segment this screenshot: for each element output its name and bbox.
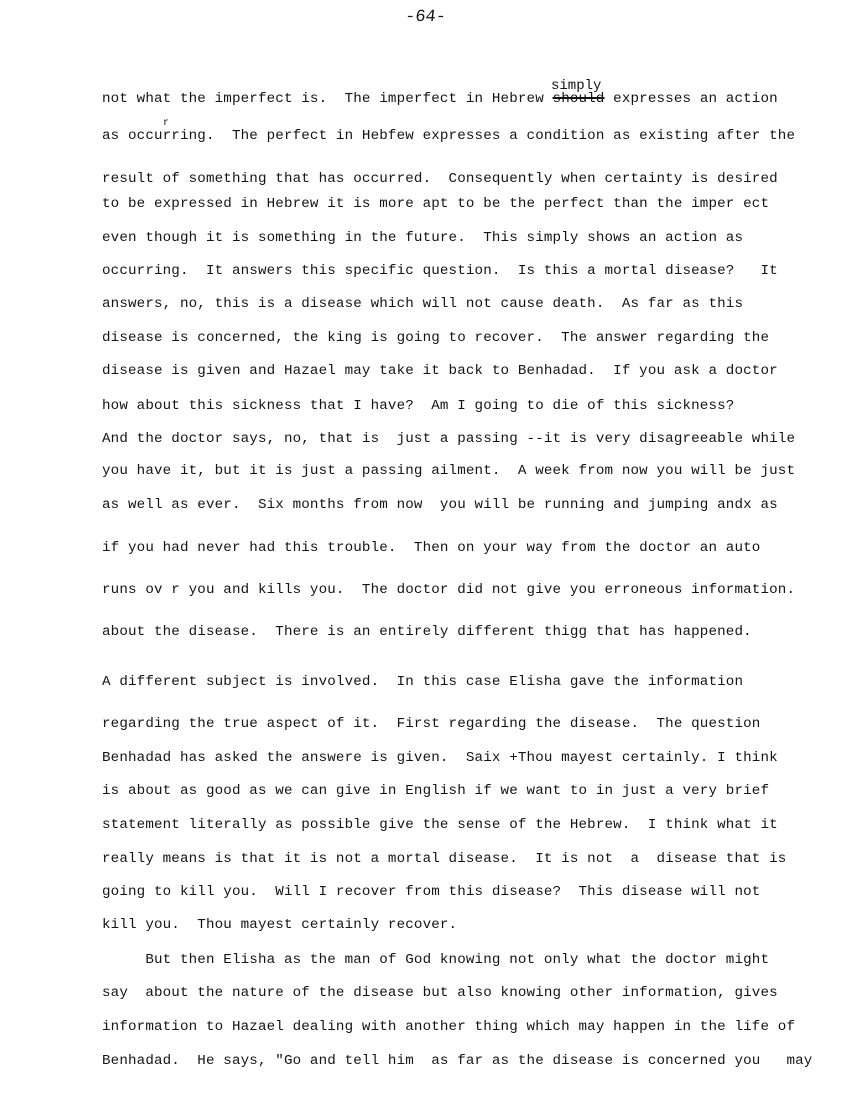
insertion-caret-mark: r: [163, 118, 170, 129]
text-line: Benhadad. He says, "Go and tell him as far as the disease is concerned you may: [102, 1053, 813, 1069]
text-line: to be expressed in Hebrew it is more apt to be the perfect than the imper ect: [102, 196, 770, 212]
text-line: result of something that has occurred. Consequently when certainty is desired: [102, 171, 778, 187]
text-line: regarding the true aspect of it. First regarding the disease. The question: [102, 716, 761, 732]
text-line: even though it is something in the future. This simply shows an action as: [102, 230, 744, 246]
text-line: statement literally as possible give the sense of the Hebrew. I think what it: [102, 817, 778, 833]
text-line: information to Hazael dealing with another thing which may happen in the life of: [102, 1019, 796, 1035]
text-line: really means is that it is not a mortal disease. It is not a disease that is: [102, 851, 787, 867]
text-line: you have it, but it is just a passing ailment. A week from now you will be just: [102, 463, 796, 479]
text-line: occurring. It answers this specific question. Is this a mortal disease? It: [102, 263, 778, 279]
text-line: runs ov r you and kills you. The doctor did not give you erroneous information.: [102, 582, 796, 598]
text-line: if you had never had this trouble. Then on your way from the doctor an auto: [102, 540, 761, 556]
text-line: kill you. Thou mayest certainly recover.: [102, 917, 458, 933]
text-line: But then Elisha as the man of God knowing not only what the doctor might: [102, 952, 770, 968]
text-line: as well as ever. Six months from now you will be running and jumping andx as: [102, 497, 778, 513]
text-line: about the disease. There is an entirely different thigg that has happened.: [102, 624, 752, 640]
text-line: say about the nature of the disease but also knowing other information, gives: [102, 985, 778, 1001]
struck-word: should: [552, 91, 605, 107]
page-number: -64-: [404, 8, 447, 27]
text-line: as occurring. The perfect in Hebfew expresses a condition as existing after the: [102, 128, 796, 144]
text-line: going to kill you. Will I recover from this disease? This disease will not: [102, 884, 761, 900]
text-line: how about this sickness that I have? Am I going to die of this sickness?: [102, 398, 735, 414]
text-line: answers, no, this is a disease which will not cause death. As far as this: [102, 296, 744, 312]
text-line: is about as good as we can give in English if we want to in just a very brief: [102, 783, 770, 799]
text-line: Benhadad has asked the answere is given. Saix +Thou mayest certainly. I think: [102, 750, 778, 766]
text-line: A different subject is involved. In this case Elisha gave the information: [102, 674, 744, 690]
text-line: And the doctor says, no, that is just a passing --it is very disagreeable while: [102, 431, 796, 447]
text-line: not what the imperfect is. The imperfect in Hebrew should expresses an action: [102, 91, 778, 107]
text-line: disease is concerned, the king is going to recover. The answer regarding the: [102, 330, 770, 346]
handwritten-insertion: simply: [551, 78, 602, 94]
text-line: disease is given and Hazael may take it back to Benhadad. If you ask a doctor: [102, 363, 778, 379]
